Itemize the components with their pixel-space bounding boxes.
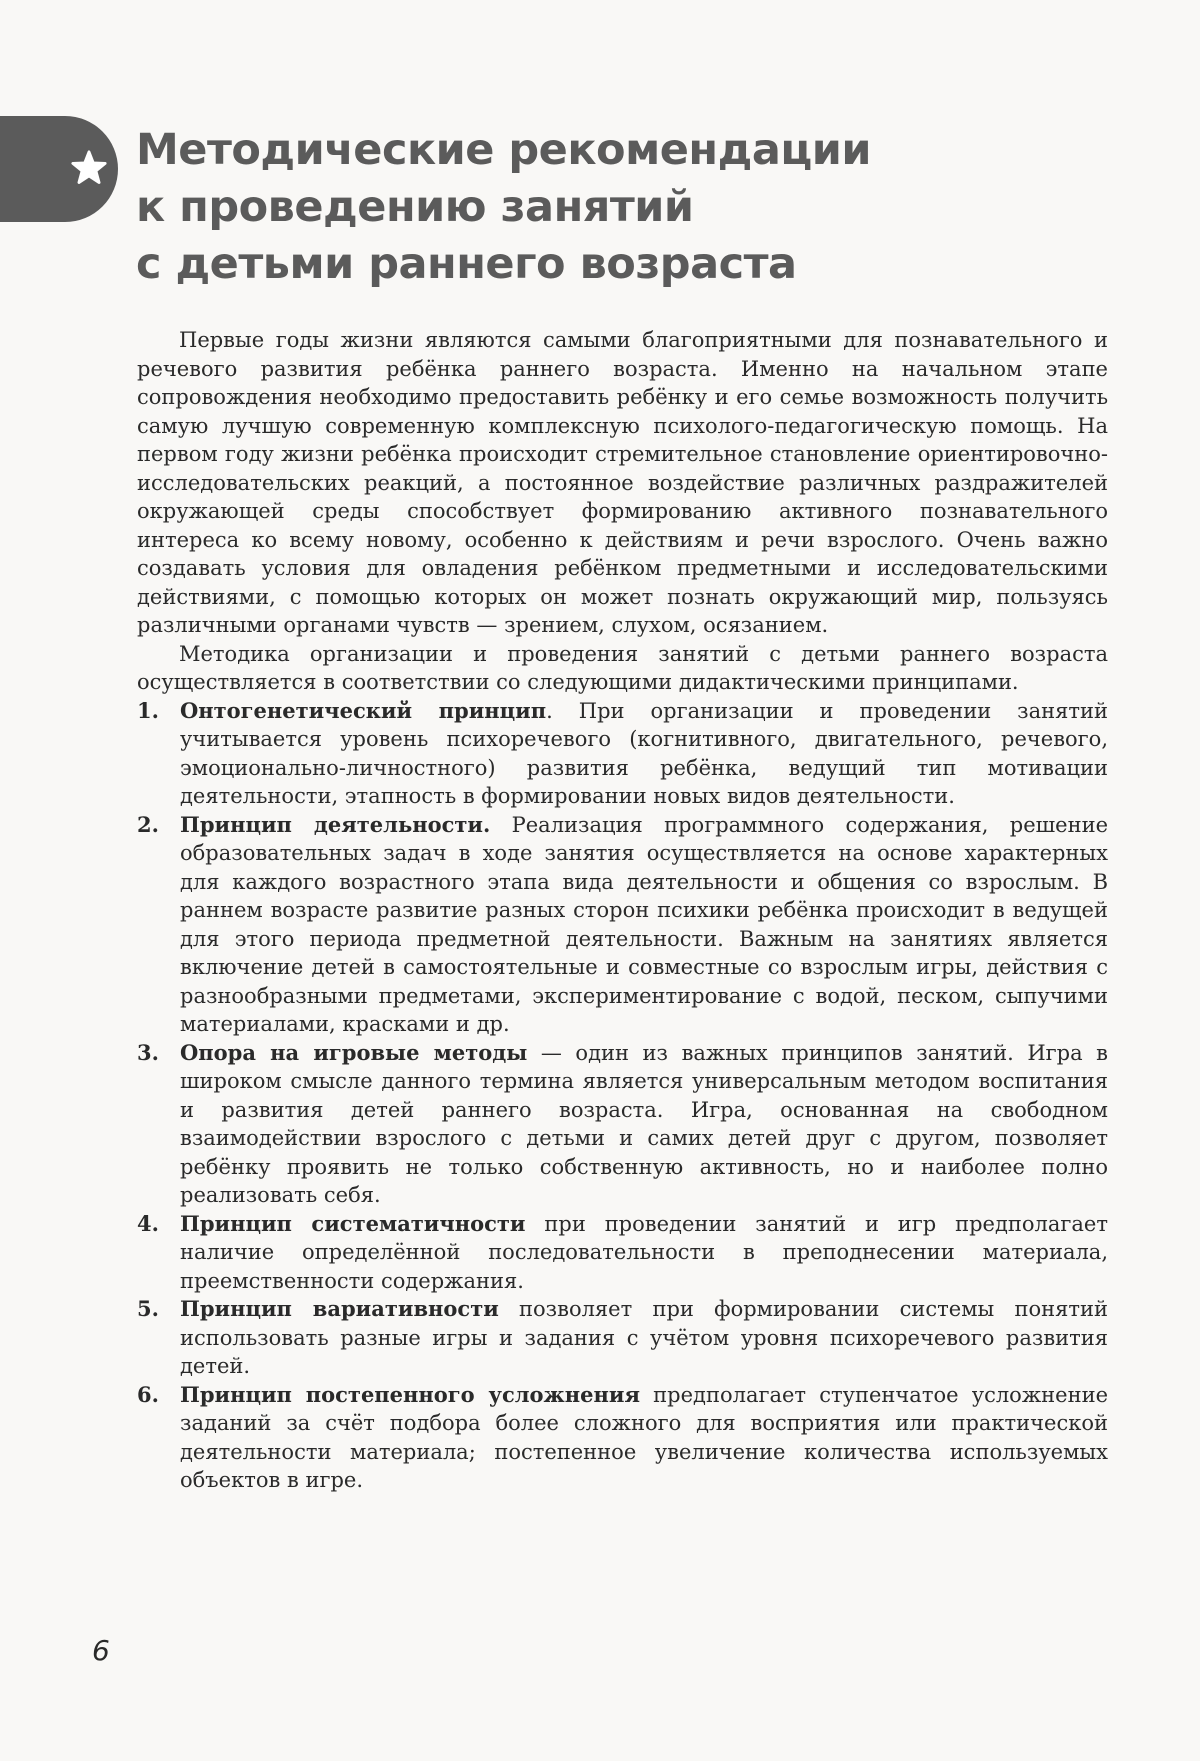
item-number: 3.: [137, 1039, 159, 1065]
principle-text: при проведении занятий и игр предполагает наличие определённой последовательности в преподнесении материала, преемственности содержания.: [180, 1211, 1108, 1293]
principles-list: [137, 697, 1108, 1495]
page-number: 6: [92, 1634, 110, 1667]
principle-text: . При организации и проведении занятий учитывается уровень психоречевого (когнитивного, двигательного, речевого, эмоционально-личностного) развития ребёнка, ведущий тип мотивации деятельности, этапность в формировании новых видов деятельности.: [180, 698, 1108, 808]
item-number: 5.: [137, 1296, 159, 1321]
method-paragraph: Методика организации и проведения занятий с детьми раннего возраста осуществляется в соответствии со следующими дидактическими принципами.: [137, 641, 1108, 694]
body-text: [137, 326, 1108, 1495]
principle-item: [137, 1210, 1108, 1296]
intro-paragraph: Первые годы жизни являются самыми благоприятными для познавательного и речевого развития ребёнка раннего возраста. Именно на начальном этапе сопровождения необходимо предоставить ребёнку и его семье возможность получить самую лучшую современную комплексную психолого-педагогическую помощь. На первом году жизни ребёнка происходит стремительное становление ориентировочно-исследовательских реакций, а постоянное воздействие различных раздражителей окружающей среды способствует формированию активного познавательного интереса ко всему новому, особенно к действиям и речи взрослого. Очень важно создавать условия для овладения ребёнком предметными и исследовательскими действиями, с помощью которых он может познать окружающий мир, пользуясь различными органами чувств — зрением, слухом, осязанием.: [137, 328, 1108, 637]
item-number: 1.: [137, 697, 159, 723]
item-number: 6.: [137, 1381, 159, 1407]
title-line: с детьми раннего возраста: [136, 239, 797, 289]
principle-text: Реализация программного содержания, решение образовательных задач в ходе занятия осуществляется на основе характерных для каждого возрастного этапа вида деятельности и общения со взрослым. В раннем возрасте развитие разных сторон психики ребёнка происходит в ведущей для этого периода предметной деятельности. Важным на занятиях является включение детей в самостоятельные и совместные со взрослым игры, действия с разнообразными предметами, экспериментирование с водой, песком, сыпучими материалами, красками и др.: [180, 812, 1108, 1036]
principle-item: [137, 811, 1108, 1039]
principle-term: Принцип деятельности.: [180, 811, 491, 837]
principle-item: [137, 1381, 1108, 1495]
principle-text: позволяет при формировании системы понятий использовать разные игры и задания с учётом уровня психоречевого развития детей.: [180, 1297, 1108, 1378]
item-number: 4.: [137, 1210, 159, 1236]
title-line: к проведению занятий: [136, 182, 694, 232]
principle-term: Принцип вариативности: [180, 1296, 499, 1321]
principle-term: Опора на игровые методы: [180, 1039, 528, 1065]
principle-text: — один из важных принципов занятий. Игра в широком смысле данного термина является универсальным методом воспитания и развития детей раннего возраста. Игра, основанная на свободном взаимодействии взрослого с детьми и самих детей друг с другом, позволяет ребёнку проявить не только собственную активность, но и наиболее полно реализовать себя.: [180, 1040, 1108, 1207]
principle-item: [137, 1039, 1108, 1210]
title-line: Методические рекомендации: [136, 125, 871, 175]
principle-term: Принцип постепенного усложнения: [180, 1381, 640, 1407]
principle-term: Принцип систематичности: [180, 1210, 526, 1236]
principle-text: предполагает ступенчатое усложнение заданий за счёт подбора более сложного для восприятия или практической деятельности материала; постепенное увеличение количества используемых объектов в игре.: [180, 1382, 1108, 1492]
principle-item: [137, 1295, 1108, 1381]
principle-term: Онтогенетический принцип: [180, 697, 547, 723]
item-number: 2.: [137, 811, 159, 837]
page-title: [136, 122, 1116, 293]
star-icon: [70, 149, 108, 187]
principle-item: [137, 697, 1108, 811]
section-tab: [0, 116, 118, 222]
